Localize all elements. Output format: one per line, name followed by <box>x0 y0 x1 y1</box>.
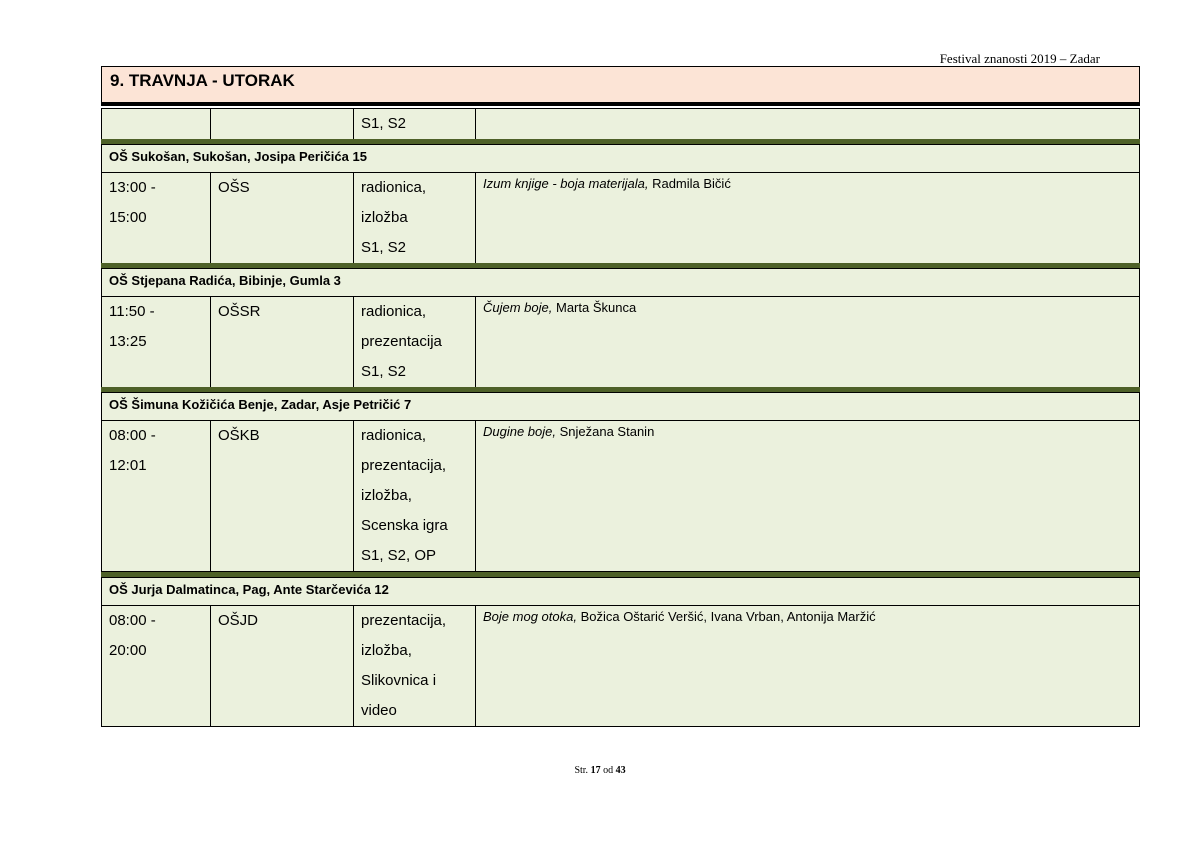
table-row <box>102 297 1140 388</box>
footer-prefix: Str. <box>574 765 591 776</box>
type-cell: S1, S2 <box>354 109 476 140</box>
activity-title: Dugine boje, <box>483 424 556 439</box>
time-cell: 13:00 - 15:00 <box>102 173 211 264</box>
carryover-table <box>101 108 1140 140</box>
activity-title: Čujem boje, <box>483 300 553 315</box>
time-cell: 11:50 - 13:25 <box>102 297 211 388</box>
section-location: OŠ Sukošan, Sukošan, Josipa Peričića 15 <box>102 145 1140 173</box>
description-cell <box>476 421 1140 572</box>
activity-authors: Marta Škunca <box>552 300 637 315</box>
day-header-rule <box>101 103 1140 106</box>
description-cell <box>476 606 1140 727</box>
footer-middle: od <box>600 765 616 776</box>
section-table <box>101 268 1140 388</box>
type-cell: radionica, prezentacija, izložba, Scenska igra S1, S2, OP <box>354 421 476 572</box>
activity-authors: Božica Oštarić Veršić, Ivana Vrban, Antonija Maržić <box>576 609 876 624</box>
type-cell: prezentacija, izložba, Slikovnica i video <box>354 606 476 727</box>
table-row <box>102 606 1140 727</box>
carryover-row <box>102 109 1140 140</box>
activity-title: Izum knjige - boja materijala, <box>483 176 649 191</box>
page-footer <box>0 765 1200 776</box>
description-cell <box>476 173 1140 264</box>
time-cell: 08:00 - 20:00 <box>102 606 211 727</box>
time-cell: 08:00 - 12:01 <box>102 421 211 572</box>
day-header: 9. TRAVNJA - UTORAK <box>101 66 1140 103</box>
code-cell: OŠKB <box>211 421 354 572</box>
type-cell: radionica, izložba S1, S2 <box>354 173 476 264</box>
code-cell <box>211 109 354 140</box>
section-location: OŠ Jurja Dalmatinca, Pag, Ante Starčevića 12 <box>102 578 1140 606</box>
total-page-count: 43 <box>615 765 626 776</box>
time-cell <box>102 109 211 140</box>
activity-authors: Radmila Bičić <box>648 176 731 191</box>
running-header: Festival znanosti 2019 – Zadar <box>939 51 1100 66</box>
section-location: OŠ Šimuna Kožičića Benje, Zadar, Asje Petričić 7 <box>102 393 1140 421</box>
description-cell <box>476 109 1140 140</box>
section-location: OŠ Stjepana Radića, Bibinje, Gumla 3 <box>102 269 1140 297</box>
activity-title: Boje mog otoka, <box>483 609 577 624</box>
type-cell: radionica, prezentacija S1, S2 <box>354 297 476 388</box>
code-cell: OŠS <box>211 173 354 264</box>
activity-authors: Snježana Stanin <box>556 424 655 439</box>
section-table <box>101 577 1140 727</box>
code-cell: OŠSR <box>211 297 354 388</box>
current-page-number: 17 <box>590 765 601 776</box>
section-table <box>101 144 1140 264</box>
code-cell: OŠJD <box>211 606 354 727</box>
description-cell <box>476 297 1140 388</box>
table-row <box>102 173 1140 264</box>
section-table <box>101 392 1140 572</box>
table-row <box>102 421 1140 572</box>
